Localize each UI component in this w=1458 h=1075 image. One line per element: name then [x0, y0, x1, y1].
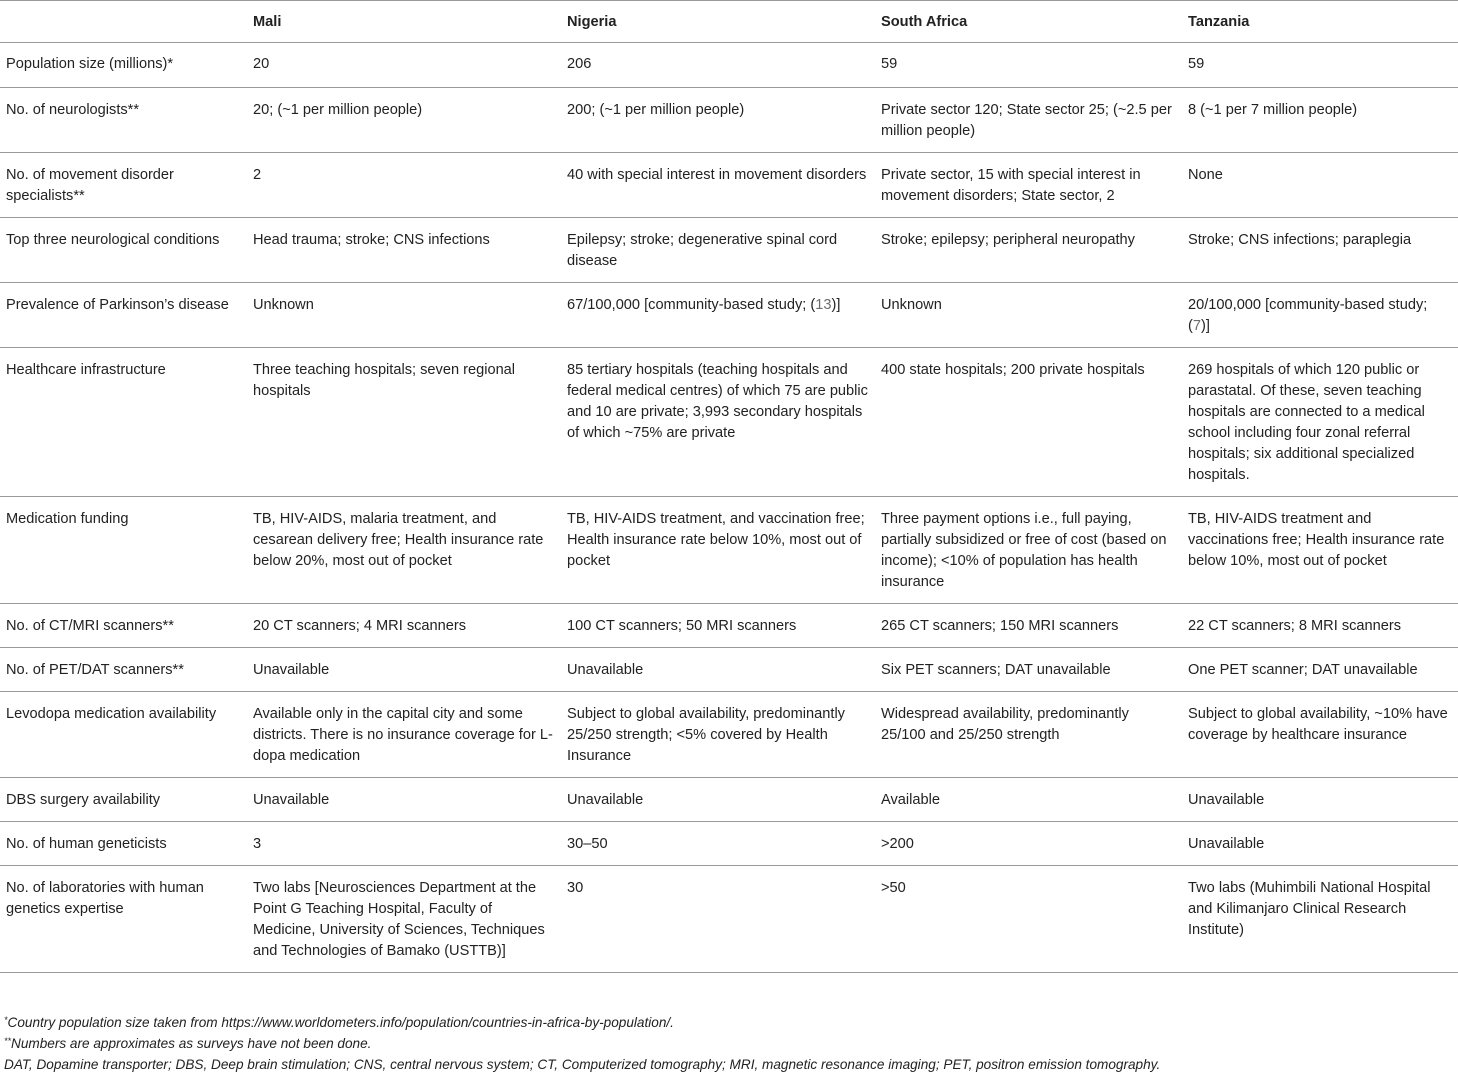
cell-mali: Three teaching hospitals; seven regional hospitals	[247, 348, 561, 497]
cell-nigeria: 85 tertiary hospitals (teaching hospitals and federal medical centres) of which 75 are public and 10 are private; 3,993 secondary hospitals of which ~75% are private	[561, 348, 875, 497]
cell-south-africa: Widespread availability, predominantly 25/100 and 25/250 strength	[875, 692, 1182, 778]
cell-mali: 20; (~1 per million people)	[247, 88, 561, 153]
header-row	[0, 1, 1458, 43]
table-row	[0, 692, 1458, 778]
cell-mali: Two labs [Neurosciences Department at the Point G Teaching Hospital, Faculty of Medicine, University of Sciences, Techniques and Technologies of Bamako (USTTB)]	[247, 866, 561, 973]
cell-tanzania: TB, HIV-AIDS treatment and vaccinations free; Health insurance rate below 10%, most out of pocket	[1182, 497, 1458, 604]
row-label: No. of CT/MRI scanners**	[0, 604, 247, 648]
cell-mali: 20	[247, 43, 561, 88]
cell-mali: 20 CT scanners; 4 MRI scanners	[247, 604, 561, 648]
cell-south-africa: Unknown	[875, 283, 1182, 348]
cell-south-africa: Stroke; epilepsy; peripheral neuropathy	[875, 218, 1182, 283]
cell-south-africa: >200	[875, 822, 1182, 866]
cell-nigeria: 30	[561, 866, 875, 973]
cell-mali: 3	[247, 822, 561, 866]
citation-reference[interactable]: 13	[815, 297, 832, 313]
cell-south-africa: 265 CT scanners; 150 MRI scanners	[875, 604, 1182, 648]
cell-nigeria: Unavailable	[561, 778, 875, 822]
footnote-population	[4, 1012, 1444, 1033]
footnote-marker: **	[4, 1036, 12, 1046]
header-cell-south-africa: South Africa	[875, 1, 1182, 43]
row-label: Population size (millions)*	[0, 43, 247, 88]
cell-nigeria: 100 CT scanners; 50 MRI scanners	[561, 604, 875, 648]
cell-south-africa: Private sector, 15 with special interest in movement disorders; State sector, 2	[875, 153, 1182, 218]
header-cell-tanzania: Tanzania	[1182, 1, 1458, 43]
cell-mali: 2	[247, 153, 561, 218]
footnote-abbreviations: DAT, Dopamine transporter; DBS, Deep brain stimulation; CNS, central nervous system; CT, Computerized tomography; MRI, magnetic resonance imaging; PET, positron emission tomography.	[4, 1057, 1161, 1072]
cell-mali: Available only in the capital city and some districts. There is no insurance coverage for L-dopa medication	[247, 692, 561, 778]
header-cell-label	[0, 1, 247, 43]
footnote-text: Country population size taken from https://www.worldometers.info/population/countries-in-africa-by-population/.	[7, 1015, 674, 1030]
cell-tanzania: Unavailable	[1182, 778, 1458, 822]
row-label: Medication funding	[0, 497, 247, 604]
table-row	[0, 497, 1458, 604]
cell-nigeria: Unavailable	[561, 648, 875, 692]
cell-tanzania: 59	[1182, 43, 1458, 88]
table-body	[0, 43, 1458, 973]
cell-south-africa: Private sector 120; State sector 25; (~2.5 per million people)	[875, 88, 1182, 153]
footnote-marker: *	[4, 1015, 8, 1025]
cell-nigeria: 67/100,000 [community-based study; (13)]	[561, 283, 875, 348]
cell-nigeria: Epilepsy; stroke; degenerative spinal cord disease	[561, 218, 875, 283]
cell-tanzania: 269 hospitals of which 120 public or parastatal. Of these, seven teaching hospitals are connected to a medical school including four zonal referral hospitals; six additional specialized hospitals.	[1182, 348, 1458, 497]
cell-tanzania: 8 (~1 per 7 million people)	[1182, 88, 1458, 153]
cell-tanzania: Stroke; CNS infections; paraplegia	[1182, 218, 1458, 283]
cell-mali: Unavailable	[247, 778, 561, 822]
table-row	[0, 43, 1458, 88]
citation-reference[interactable]: 7	[1192, 318, 1201, 334]
header-cell-mali: Mali	[247, 1, 561, 43]
table-row	[0, 348, 1458, 497]
table-row	[0, 822, 1458, 866]
row-label: No. of PET/DAT scanners**	[0, 648, 247, 692]
table-row	[0, 866, 1458, 973]
cell-south-africa: 400 state hospitals; 200 private hospitals	[875, 348, 1182, 497]
cell-south-africa: 59	[875, 43, 1182, 88]
table-row	[0, 604, 1458, 648]
row-label: Healthcare infrastructure	[0, 348, 247, 497]
cell-tanzania: One PET scanner; DAT unavailable	[1182, 648, 1458, 692]
cell-south-africa: Available	[875, 778, 1182, 822]
footnote-text: Numbers are approximates as surveys have not been done.	[11, 1036, 372, 1051]
row-label: Prevalence of Parkinson’s disease	[0, 283, 247, 348]
cell-south-africa: Three payment options i.e., full paying, partially subsidized or free of cost (based on income); <10% of population has health insurance	[875, 497, 1182, 604]
cell-tanzania: Subject to global availability, ~10% have coverage by healthcare insurance	[1182, 692, 1458, 778]
cell-nigeria: 206	[561, 43, 875, 88]
cell-south-africa: Six PET scanners; DAT unavailable	[875, 648, 1182, 692]
table-row	[0, 218, 1458, 283]
cell-tanzania: Two labs (Muhimbili National Hospital and Kilimanjaro Clinical Research Institute)	[1182, 866, 1458, 973]
cell-nigeria: 40 with special interest in movement disorders	[561, 153, 875, 218]
cell-nigeria: TB, HIV-AIDS treatment, and vaccination free; Health insurance rate below 10%, most out of pocket	[561, 497, 875, 604]
table-row	[0, 153, 1458, 218]
cell-mali: Unknown	[247, 283, 561, 348]
table-row	[0, 88, 1458, 153]
cell-tanzania: 20/100,000 [community-based study; (7)]	[1182, 283, 1458, 348]
row-label: No. of movement disorder specialists**	[0, 153, 247, 218]
cell-tanzania: None	[1182, 153, 1458, 218]
table-row	[0, 283, 1458, 348]
row-label: Top three neurological conditions	[0, 218, 247, 283]
cell-nigeria: Subject to global availability, predominantly 25/250 strength; <5% covered by Health Insurance	[561, 692, 875, 778]
header-cell-nigeria: Nigeria	[561, 1, 875, 43]
cell-mali: Head trauma; stroke; CNS infections	[247, 218, 561, 283]
cell-nigeria: 30–50	[561, 822, 875, 866]
row-label: DBS surgery availability	[0, 778, 247, 822]
row-label: No. of neurologists**	[0, 88, 247, 153]
table-row	[0, 648, 1458, 692]
cell-mali: TB, HIV-AIDS, malaria treatment, and cesarean delivery free; Health insurance rate below 20%, most out of pocket	[247, 497, 561, 604]
cell-tanzania: Unavailable	[1182, 822, 1458, 866]
cell-south-africa: >50	[875, 866, 1182, 973]
footnote-approximate	[4, 1033, 1444, 1054]
table-row	[0, 778, 1458, 822]
row-label: No. of human geneticists	[0, 822, 247, 866]
cell-tanzania: 22 CT scanners; 8 MRI scanners	[1182, 604, 1458, 648]
row-label: No. of laboratories with human genetics expertise	[0, 866, 247, 973]
table-footnotes	[4, 1012, 1444, 1075]
cell-nigeria: 200; (~1 per million people)	[561, 88, 875, 153]
cell-mali: Unavailable	[247, 648, 561, 692]
table-header	[0, 1, 1458, 43]
row-label: Levodopa medication availability	[0, 692, 247, 778]
